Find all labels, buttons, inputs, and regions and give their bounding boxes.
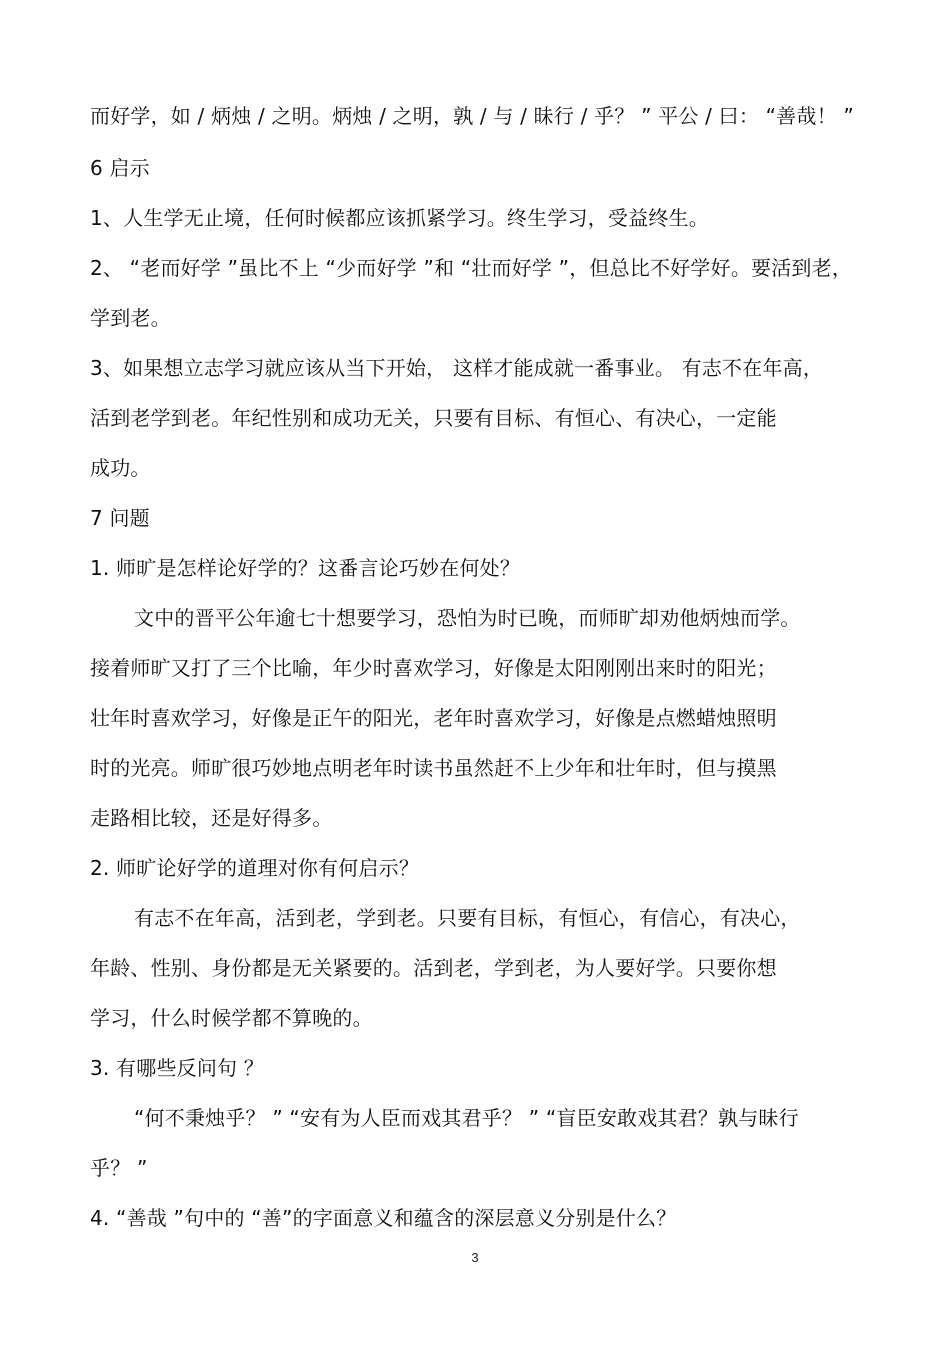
answer-line: “何不秉烛乎？ ” “安有为人臣而戏其君乎？ ” “盲臣安敢戏其君？孰与昧行 <box>134 1106 799 1130</box>
answer-line: 乎？ ” <box>90 1156 148 1180</box>
question-line: 3. 有哪些反问句 ？ <box>90 1056 264 1080</box>
answer-line: 时的光亮。师旷很巧妙地点明老年时读书虽然赶不上少年和壮年时，但与摸黑 <box>90 756 777 780</box>
section-heading: 6 启示 <box>90 156 150 180</box>
text-line: 成功。 <box>90 456 151 480</box>
text-line: 学到老。 <box>90 306 171 330</box>
answer-line: 文中的晋平公年逾七十想要学习，恐怕为时已晚，而师旷却劝他炳烛而学。 <box>134 606 801 630</box>
answer-line: 走路相比较，还是好得多。 <box>90 806 333 830</box>
section-heading: 7 问题 <box>90 506 150 530</box>
answer-line: 学习，什么时候学都不算晚的。 <box>90 1006 373 1030</box>
answer-line: 有志不在年高，活到老，学到老。只要有目标，有恒心，有信心，有决心， <box>134 906 801 930</box>
question-line: 4. “善哉 ”句中的 “善”的字面意义和蕴含的深层意义分别是什么？ <box>90 1206 677 1230</box>
text-line: 2、 “老而好学 ”虽比不上 “少而好学 ”和 “壮而好学 ”，但总比不好学好。要活到老， <box>90 256 853 280</box>
answer-line: 壮年时喜欢学习，好像是正午的阳光，老年时喜欢学习，好像是点燃蜡烛照明 <box>90 706 777 730</box>
text-line: 活到老学到老。年纪性别和成功无关，只要有目标、有恒心、有决心，一定能 <box>90 406 777 430</box>
page-number: 3 <box>471 1250 479 1265</box>
text-line: 而好学，如 / 炳烛 / 之明。炳烛 / 之明，孰 / 与 / 昧行 / 乎？ ” 平公 / 曰： “善哉！ ” <box>90 104 854 128</box>
answer-line: 年龄、性别、身份都是无关紧要的。活到老，学到老，为人要好学。只要你想 <box>90 956 777 980</box>
question-line: 1. 师旷是怎样论好学的？这番言论巧妙在何处？ <box>90 556 521 580</box>
text-line: 1、人生学无止境，任何时候都应该抓紧学习。终生学习，受益终生。 <box>90 206 709 230</box>
question-line: 2. 师旷论好学的道理对你有何启示？ <box>90 856 420 880</box>
answer-line: 接着师旷又打了三个比喻，年少时喜欢学习，好像是太阳刚刚出来时的阳光； <box>90 656 777 680</box>
text-line: 3、如果想立志学习就应该从当下开始， 这样才能成就一番事业。 有志不在年高， <box>90 356 824 380</box>
